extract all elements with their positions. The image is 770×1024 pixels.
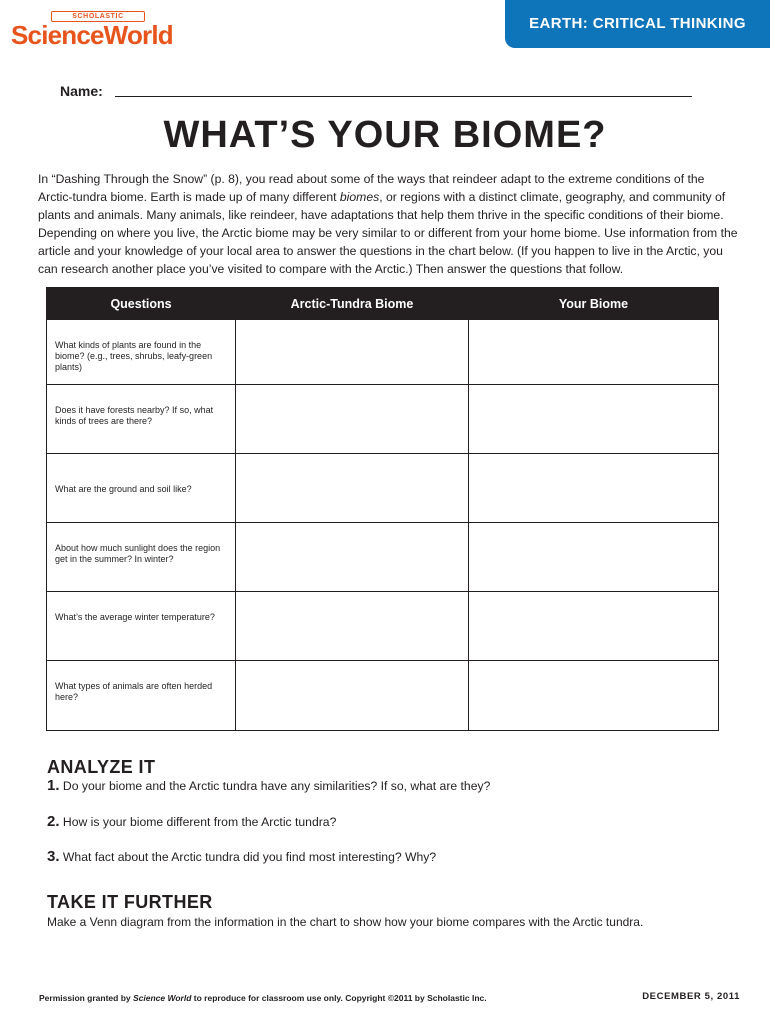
- table-header-row: [47, 288, 719, 320]
- table-row: [47, 592, 719, 661]
- table-row: [47, 454, 719, 523]
- your-biome-answer-cell[interactable]: [469, 523, 719, 592]
- intro-text-end: , or regions with a distinct climate, geography, and community of plants and animals. Many animals, like reindeer, have adaptations that help them thrive in the specific conditions of their biome. Depending on where you live, the Arctic biome may be very similar to or different from your home biome. Use information from the article and your knowledge of your local area to answer the questions in the chart below. (If you happen to live in the Arctic, you can research another place you’ve visited to compare with the Arctic.) Then answer the questions that follow.: [38, 190, 738, 276]
- question-text: Do your biome and the Arctic tundra have any similarities? If so, what are they?: [62, 779, 491, 793]
- column-header-your-biome: Your Biome: [469, 288, 719, 320]
- biome-comparison-table: [46, 287, 719, 731]
- arctic-answer-cell[interactable]: [236, 454, 469, 523]
- copyright-end: to reproduce for classroom use only. Copyright ©2011 by Scholastic Inc.: [191, 993, 487, 1003]
- arctic-answer-cell[interactable]: [236, 385, 469, 454]
- analyze-question: [47, 814, 336, 830]
- question-cell: What’s the average winter temperature?: [47, 592, 236, 661]
- question-cell: Does it have forests nearby? If so, what kinds of trees are there?: [47, 385, 236, 454]
- scholastic-wordmark: SCHOLASTIC: [51, 11, 145, 22]
- copyright-start: Permission granted by: [39, 993, 133, 1003]
- copyright-notice: [39, 992, 487, 1004]
- question-cell: What types of animals are often herded here?: [47, 661, 236, 731]
- arctic-answer-cell[interactable]: [236, 320, 469, 385]
- scienceworld-logo: [11, 9, 181, 49]
- question-cell: What kinds of plants are found in the biome? (e.g., trees, shrubs, leafy-green plants): [47, 320, 236, 385]
- question-number: 2.: [47, 813, 60, 830]
- question-number: 3.: [47, 848, 60, 865]
- section-banner: EARTH: CRITICAL THINKING: [505, 0, 770, 48]
- intro-emphasis: biomes: [339, 190, 380, 204]
- further-heading: TAKE IT FURTHER: [47, 892, 213, 912]
- column-header-arctic-tundra: Arctic-Tundra Biome: [236, 288, 469, 320]
- analyze-question: [47, 778, 490, 794]
- your-biome-answer-cell[interactable]: [469, 454, 719, 523]
- copyright-magazine: Science World: [133, 993, 192, 1003]
- name-blank-line[interactable]: [115, 96, 692, 97]
- name-label: Name:: [60, 83, 103, 99]
- column-header-questions: Questions: [47, 288, 236, 320]
- question-text: How is your biome different from the Arctic tundra?: [62, 815, 337, 829]
- your-biome-answer-cell[interactable]: [469, 385, 719, 454]
- question-cell: About how much sunlight does the region get in the summer? In winter?: [47, 523, 236, 592]
- page-title: WHAT’S YOUR BIOME?: [163, 114, 607, 156]
- your-biome-answer-cell[interactable]: [469, 661, 719, 731]
- arctic-answer-cell[interactable]: [236, 592, 469, 661]
- analyze-heading: ANALYZE IT: [47, 757, 156, 777]
- further-instructions: Make a Venn diagram from the information in the chart to show how your biome compares with the Arctic tundra.: [47, 915, 644, 929]
- table-row: [47, 523, 719, 592]
- your-biome-answer-cell[interactable]: [469, 320, 719, 385]
- question-cell: What are the ground and soil like?: [47, 454, 236, 523]
- analyze-question: [47, 849, 436, 865]
- arctic-answer-cell[interactable]: [236, 661, 469, 731]
- arctic-answer-cell[interactable]: [236, 523, 469, 592]
- intro-paragraph: [38, 170, 738, 278]
- your-biome-answer-cell[interactable]: [469, 592, 719, 661]
- intro-text-start: In “Dashing Through the Snow” (p. 8), you read about some of the ways that reindeer adapt to the extreme conditions of the Arctic-tundra biome. Earth is made up of many different: [38, 172, 705, 204]
- name-field[interactable]: [60, 82, 692, 102]
- table-row: [47, 661, 719, 731]
- table-row: [47, 385, 719, 454]
- table-row: [47, 320, 719, 385]
- issue-date: DECEMBER 5, 2011: [642, 991, 740, 1002]
- question-text: What fact about the Arctic tundra did you find most interesting? Why?: [62, 850, 437, 864]
- question-number: 1.: [47, 777, 60, 794]
- magazine-title: ScienceWorld: [11, 20, 173, 50]
